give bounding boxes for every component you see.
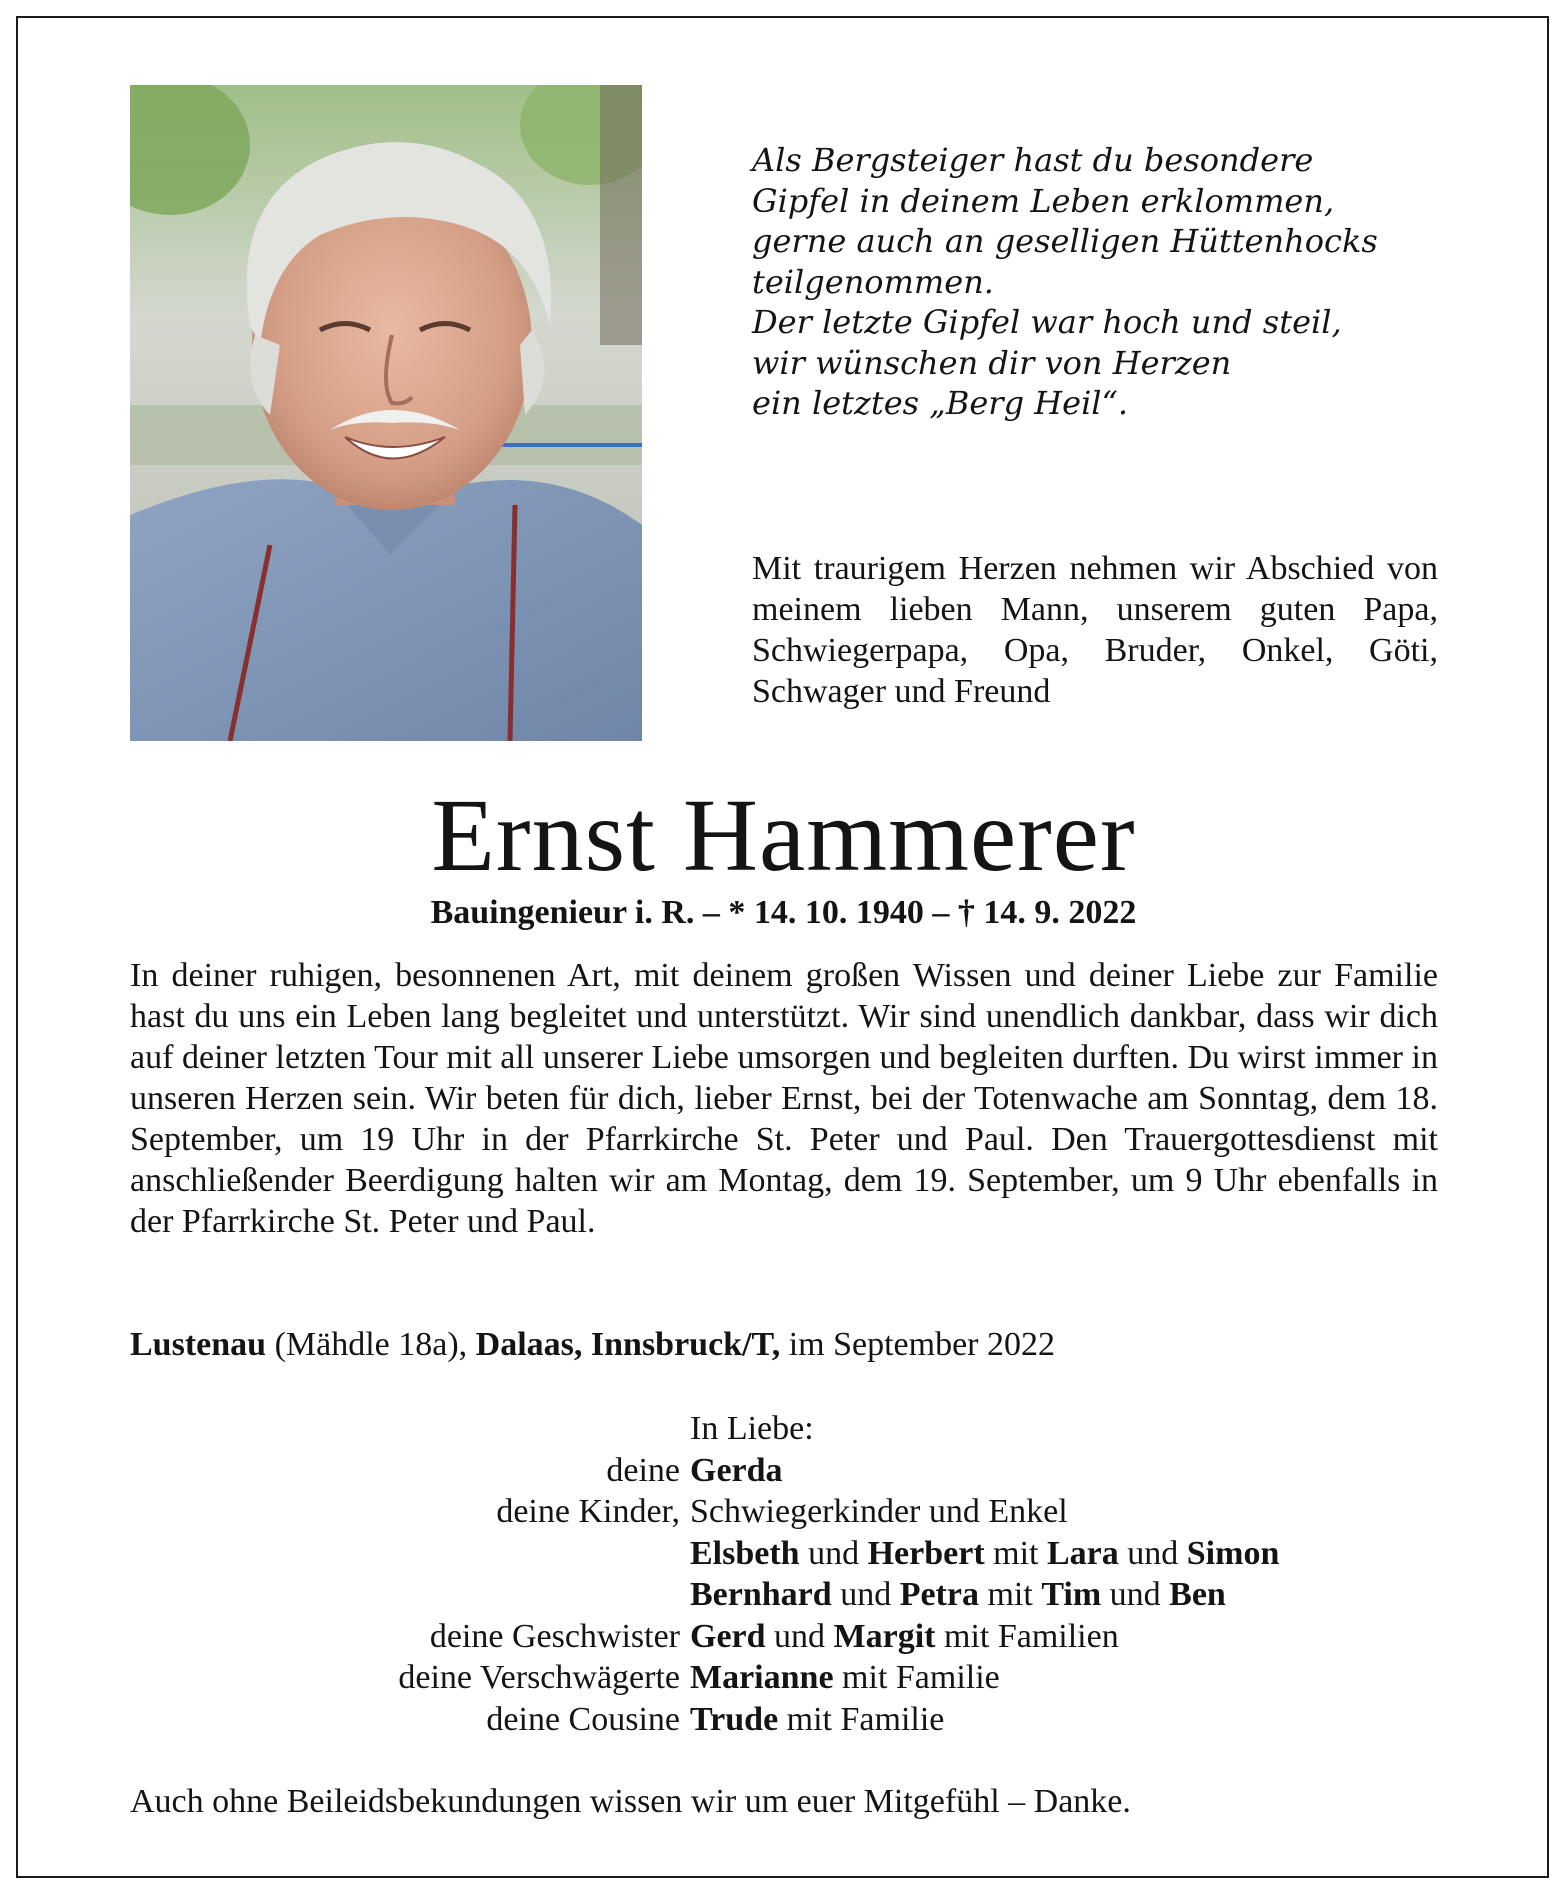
poem-line: Gipfel in deinem Leben erklommen, xyxy=(752,181,1335,220)
mourner-relation xyxy=(130,1574,690,1616)
mourner-name: Gerd xyxy=(690,1617,766,1655)
mourner-relation: deine Geschwister xyxy=(429,1617,680,1655)
mourner-name: Simon xyxy=(1186,1534,1280,1572)
poem-line: Der letzte Gipfel war hoch und steil, xyxy=(752,303,1342,341)
profession-and-dates: Bauingenieur i. R. – * 14. 10. 1940 – † 14. 9. 2022 xyxy=(430,894,1137,931)
mourner-relation xyxy=(130,1533,690,1575)
mourner-connector: und xyxy=(1101,1576,1170,1613)
memorial-poem xyxy=(752,140,1452,424)
farewell-intro: Mit traurigem Herzen nehmen wir Abschied von meinem lieben Mann, unserem guten Papa, Schwiegerpapa, Opa, Bruder, Onkel, Göti, Schwager und Freund xyxy=(752,550,1438,710)
mourner-connector: und xyxy=(1118,1534,1187,1572)
closing-line: Auch ohne Beileidsbekundungen wissen wir um euer Mitgefühl – Danke. xyxy=(130,1783,1131,1820)
mourner-relation: deine Verschwägerte xyxy=(398,1659,680,1696)
mourner-row xyxy=(130,1616,1440,1658)
poem-line: ein letztes „Berg Heil“. xyxy=(752,384,1129,422)
mourner-names xyxy=(690,1491,1068,1533)
mourner-connector: mit xyxy=(978,1576,1042,1613)
mourner-connector: mit xyxy=(984,1534,1047,1572)
mourner-name: Lara xyxy=(1046,1534,1119,1572)
mourner-connector: mit Familie xyxy=(778,1700,945,1738)
mourner-name: Margit xyxy=(833,1617,936,1655)
mourner-connector: und xyxy=(799,1534,868,1572)
mourner-name: Ben xyxy=(1169,1576,1226,1613)
mourner-row xyxy=(130,1491,1440,1533)
mourner-row xyxy=(130,1574,1440,1616)
mourner-name: Petra xyxy=(899,1576,979,1613)
mourner-name: Gerda xyxy=(690,1451,783,1489)
mourner-connector: mit Familie xyxy=(833,1659,1000,1696)
place-date: im September 2022 xyxy=(780,1326,1055,1363)
mourner-relation: deine Kinder, xyxy=(496,1493,680,1530)
poem-line: teilgenommen. xyxy=(752,262,994,301)
mourner-relation: deine xyxy=(606,1451,680,1489)
mourner-name: Marianne xyxy=(690,1659,834,1696)
place-city: Lustenau xyxy=(130,1326,267,1363)
mourner-name: Elsbeth xyxy=(690,1534,800,1572)
mourners-list xyxy=(130,1408,1440,1740)
mourner-name: Trude xyxy=(690,1700,779,1738)
mourner-connector: und xyxy=(831,1576,900,1613)
place-cities: Dalaas, Innsbruck/T, xyxy=(475,1326,781,1363)
poem-line: Als Bergsteiger hast du besondere xyxy=(752,141,1314,179)
portrait-image xyxy=(130,85,642,741)
mourner-relation: deine Cousine xyxy=(486,1700,680,1738)
place-address: (Mähdle 18a), xyxy=(266,1326,476,1363)
mourner-names xyxy=(690,1450,783,1492)
obituary-body: In deiner ruhigen, besonnenen Art, mit deinem großen Wissen und deiner Liebe zur Familie hast du uns ein Leben lang begleitet und unterstützt. Wir sind unendlich dankbar, dass wir dich auf deiner letzten Tour mit all unserer Liebe umsorgen und begleiten durften. Du wirst immer in unseren Herzen sein. Wir beten für dich, lieber Ernst, bei der Totenwache am Sonntag, dem 18. September, um 19 Uhr in der Pfarrkirche St. Peter und Paul. Den Trauergottesdienst mit anschließender Beerdigung halten wir am Montag, dem 19. September, um 9 Uhr ebenfalls in der Pfarrkirche St. Peter und Paul. xyxy=(130,957,1438,1240)
mourner-row xyxy=(130,1450,1440,1492)
deceased-name: Ernst Hammerer xyxy=(431,778,1136,893)
poem-line: gerne auch an geselligen Hüttenhocks xyxy=(752,222,1378,260)
mourner-names xyxy=(690,1699,944,1741)
mourner-name: Tim xyxy=(1041,1576,1102,1613)
poem-line: wir wünschen dir von Herzen xyxy=(752,343,1232,382)
mourner-names xyxy=(690,1574,1226,1616)
place-and-date xyxy=(130,1325,1438,1365)
mourners-heading-row xyxy=(130,1408,1440,1450)
mourner-connector: Schwiegerkinder und Enkel xyxy=(690,1493,1068,1530)
mourners-heading: In Liebe: xyxy=(690,1410,814,1447)
mourner-row xyxy=(130,1657,1440,1699)
mourner-name: Herbert xyxy=(867,1534,985,1572)
mourner-names xyxy=(690,1657,1000,1699)
mourner-connector: und xyxy=(765,1617,834,1655)
mourner-connector: mit Familien xyxy=(935,1617,1119,1655)
mourner-row xyxy=(130,1699,1440,1741)
mourner-row xyxy=(130,1533,1440,1575)
mourner-name: Bernhard xyxy=(690,1576,832,1613)
mourner-names xyxy=(690,1616,1119,1658)
portrait-photo xyxy=(130,85,642,741)
mourner-names xyxy=(690,1533,1279,1575)
